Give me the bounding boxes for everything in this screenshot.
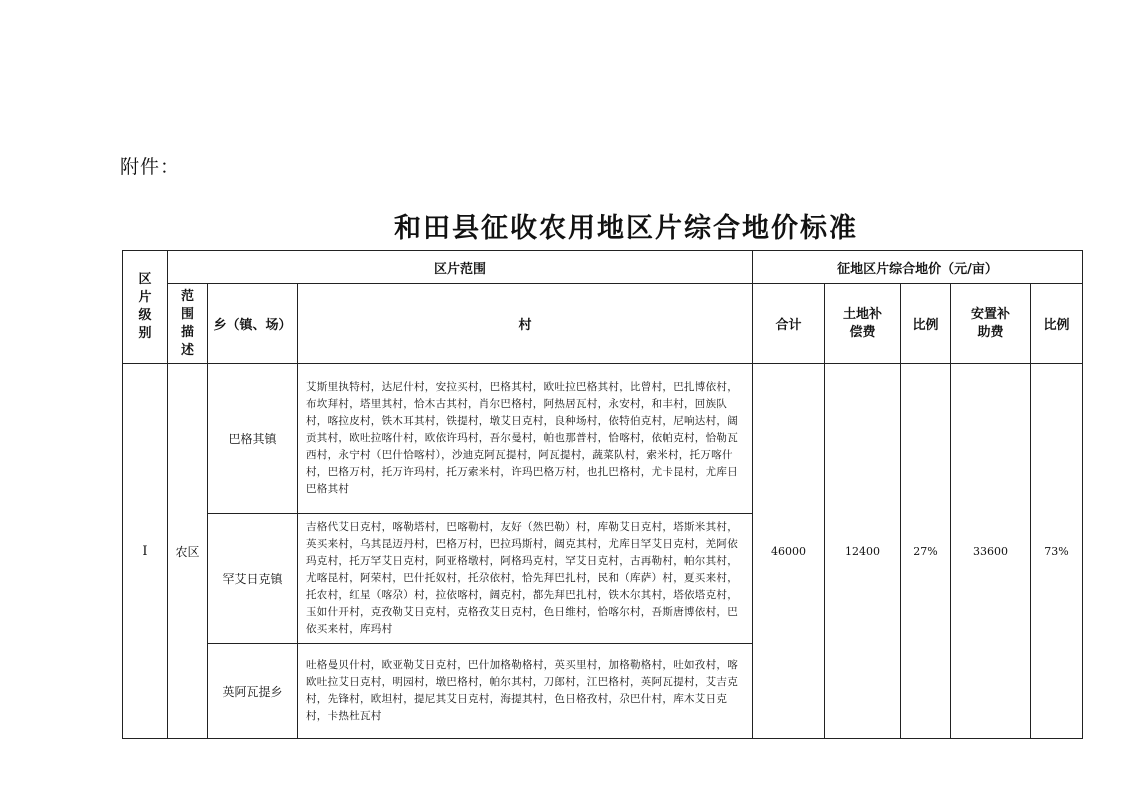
zone-total: 46000 [753,364,825,739]
zone-resettlement: 33600 [951,364,1031,739]
header-range-desc: 范围描述 [180,288,194,358]
header-resettlement-text: 安置补助费 [970,306,1010,340]
header-level: 区片级别 [138,272,152,341]
village-list: 吉格代艾日克村，喀勒塔村，巴喀勒村，友好（然巴勒）村，库勒艾日克村，塔斯米其村，英买来村，乌其昆迈丹村，巴格万村，巴拉玛斯村，阔克其村，尤库日罕艾日克村，羌阿依玛克村，托万罕艾日克村，阿亚格墩村，阿格玛克村，罕艾日克村，古再勒村，帕尔其村，尤喀昆村，阿荣村，巴什托奴村，托尕依村，恰先拜巴扎村，民和（库萨）村，夏买来村，托农村，红星（喀尕）村，拉依喀村，阔克村，都先拜巴扎村，铁木尔其村，塔依塔克村，玉如什开村，克孜勒艾日克村，克格孜艾日克村，色日维村，恰喀尔村，吾斯唐博依村，巴依买来村，库玛村 [298,514,753,644]
village-list: 艾斯里执特村，达尼什村，安拉买村，巴格其村，欧吐拉巴格其村，比曾村，巴扎博依村，布坎拜村，塔里其村，恰木古其村，肖尔巴格村，阿热居瓦村，永安村，和丰村，回族队村，喀拉皮村，铁木耳其村，铁提村，墩艾日克村，良种场村，依特伯克村，尼响达村，阔贡其村，欧吐拉喀什村，欧依许玛村，吾尔曼村，帕也那普村，恰喀村，依帕克村，恰勒瓦西村，永宁村（巴什恰喀村），沙迪克阿瓦提村，阿瓦提村，蔬菜队村，索米村，托万喀什村，巴格万村，托万许玛村，托万索米村，许玛巴格万村，也扎巴格村，尤卡昆村，尤库日巴格其村 [298,364,753,514]
zone-level: I [123,364,168,739]
header-range-group: 区片范围 [168,251,753,284]
attachment-label: 附件： [120,156,181,178]
table-header-row-2 [123,284,1083,364]
table-row [123,364,1083,514]
table-header-row-1 [123,251,1083,284]
header-price-group: 征地区片综合地价（元/亩） [753,251,1083,284]
header-total: 合计 [753,284,825,364]
zone-ratio-1: 27% [901,364,951,739]
zone-land-compensation: 12400 [825,364,901,739]
land-price-table [122,250,1083,739]
header-village: 村 [298,284,753,364]
village-list: 吐格曼贝什村，欧亚勒艾日克村，巴什加格勒格村，英买里村，加格勒格村，吐如孜村，喀欧吐拉艾日克村，明园村，墩巴格村，帕尔其村，刀郎村，江巴格村，英阿瓦提村，艾吉克村，先锋村，欧坦村，提尼其艾日克村，海提其村，色日格孜村，尕巴什村，库木艾日克村，卡热杜瓦村 [298,644,753,739]
header-ratio-2: 比例 [1031,284,1083,364]
header-ratio-1: 比例 [901,284,951,364]
header-land-compensation [825,284,901,364]
town-cell: 英阿瓦提乡 [208,644,298,739]
zone-range-desc: 农区 [168,364,208,739]
zone-ratio-2: 73% [1031,364,1083,739]
header-level-cell [123,251,168,364]
header-resettlement [951,284,1031,364]
town-cell: 罕艾日克镇 [208,514,298,644]
header-land-compensation-text: 土地补偿费 [842,306,882,340]
document-title: 和田县征收农用地区片综合地价标准 [394,213,858,244]
town-cell: 巴格其镇 [208,364,298,514]
header-town: 乡（镇、场） [208,284,298,364]
header-range-desc-cell [168,284,208,364]
